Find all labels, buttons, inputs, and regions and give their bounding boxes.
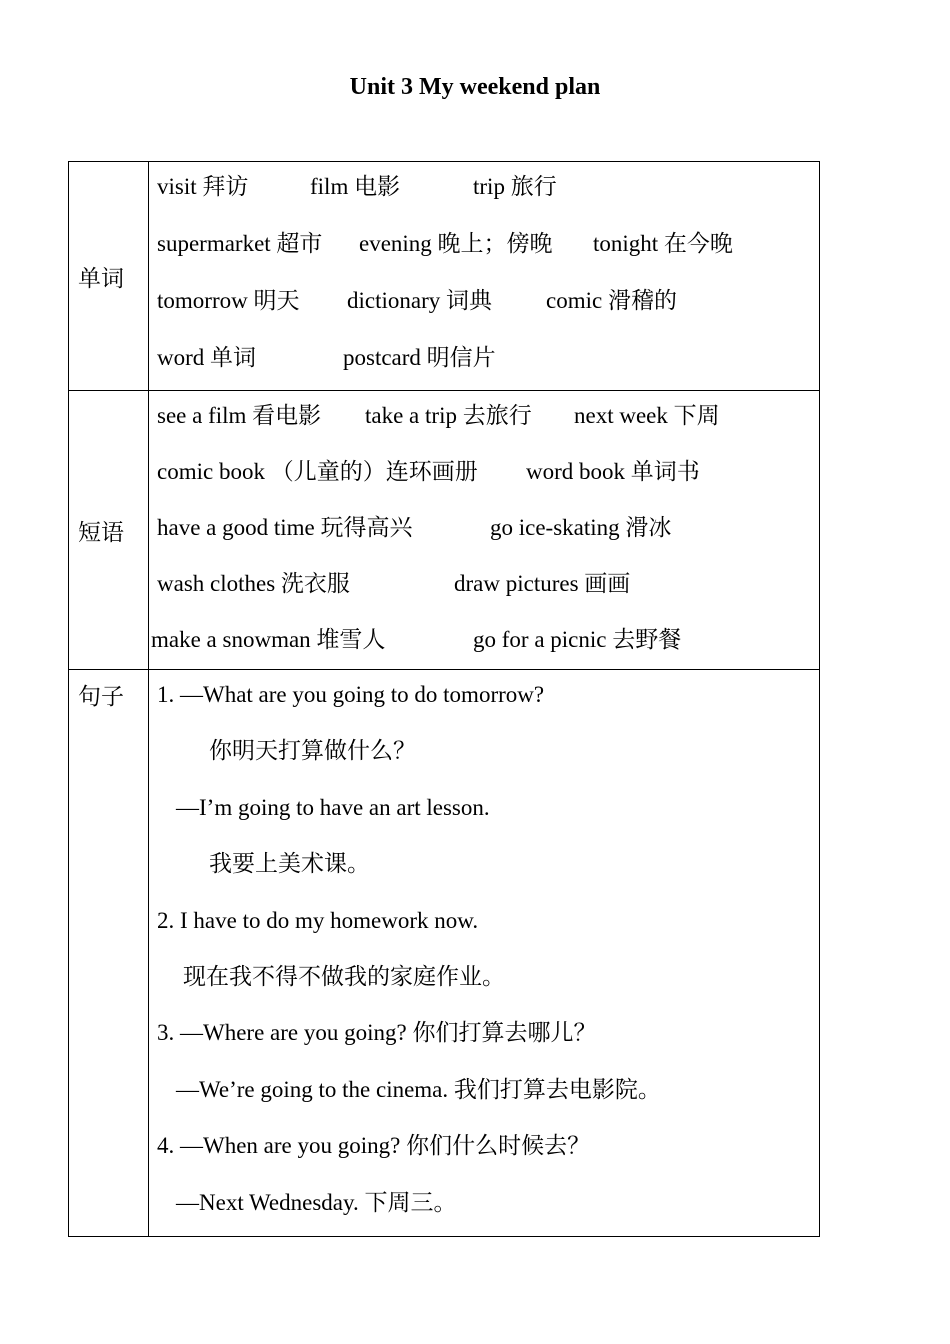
phrase-item: go for a picnic 去野餐 — [473, 627, 682, 652]
phrase-item: have a good time 玩得高兴 — [157, 515, 413, 540]
words-line — [149, 276, 819, 333]
sentence-line: 3. —Where are you going? 你们打算去哪儿？ — [157, 1020, 597, 1046]
phrases-row — [69, 391, 820, 670]
sentence-line: —I’m going to have an art lesson. — [176, 794, 490, 820]
phrase-item: draw pictures 画画 — [454, 571, 631, 596]
phrase-item: wash clothes 洗衣服 — [157, 571, 350, 596]
sentence-line: 4. —When are you going? 你们什么时候去？ — [157, 1133, 591, 1159]
sentence-translation: 你明天打算做什么？ — [209, 738, 416, 764]
sentence-line: 2. I have to do my homework now. — [157, 907, 479, 933]
word-item: tonight 在今晚 — [593, 231, 733, 256]
phrases-line — [149, 503, 819, 559]
phrase-item: go ice-skating 滑冰 — [490, 515, 672, 540]
word-item: supermarket 超市 — [157, 231, 323, 256]
phrase-item: word book 单词书 — [526, 459, 700, 484]
sentence-line: —Next Wednesday. 下周三。 — [176, 1189, 457, 1215]
sentence-line: —We’re going to the cinema. 我们打算去电影院。 — [176, 1076, 661, 1102]
phrases-label: 短语 — [69, 391, 149, 670]
word-item: tomorrow 明天 — [157, 288, 300, 313]
phrases-line — [149, 559, 819, 615]
words-cell — [149, 162, 820, 391]
sentences-label: 句子 — [69, 670, 149, 1237]
word-item: postcard 明信片 — [343, 345, 496, 370]
words-line — [149, 333, 819, 390]
phrases-cell — [149, 391, 820, 670]
phrase-item: next week 下周 — [574, 403, 720, 428]
sentence-line: 1. —What are you going to do tomorrow? — [157, 682, 545, 707]
phrase-item: see a film 看电影 — [157, 403, 322, 428]
phrases-line — [149, 615, 819, 669]
word-item: trip 旅行 — [473, 174, 557, 199]
sentence-translation: 现在我不得不做我的家庭作业。 — [183, 963, 505, 989]
word-item: word 单词 — [157, 345, 257, 370]
vocabulary-table — [68, 161, 820, 1237]
phrase-item: comic book （儿童的）连环画册 — [157, 459, 478, 484]
sentence-translation: 我要上美术课。 — [209, 851, 370, 877]
sentences-row — [69, 670, 820, 1237]
phrases-line — [149, 447, 819, 503]
words-label: 单词 — [69, 162, 149, 391]
phrase-item: take a trip 去旅行 — [365, 403, 532, 428]
words-line — [149, 219, 819, 276]
sentences-cell — [149, 670, 820, 1237]
document-title: Unit 3 My weekend plan — [349, 74, 601, 100]
phrases-line — [149, 391, 819, 447]
word-item: dictionary 词典 — [347, 288, 492, 313]
words-row — [69, 162, 820, 391]
word-item: comic 滑稽的 — [546, 288, 677, 313]
word-item: evening 晚上；傍晚 — [359, 231, 553, 256]
words-line — [149, 162, 819, 219]
word-item: film 电影 — [310, 174, 401, 199]
phrase-item: make a snowman 堆雪人 — [151, 627, 386, 652]
word-item: visit 拜访 — [157, 174, 249, 199]
